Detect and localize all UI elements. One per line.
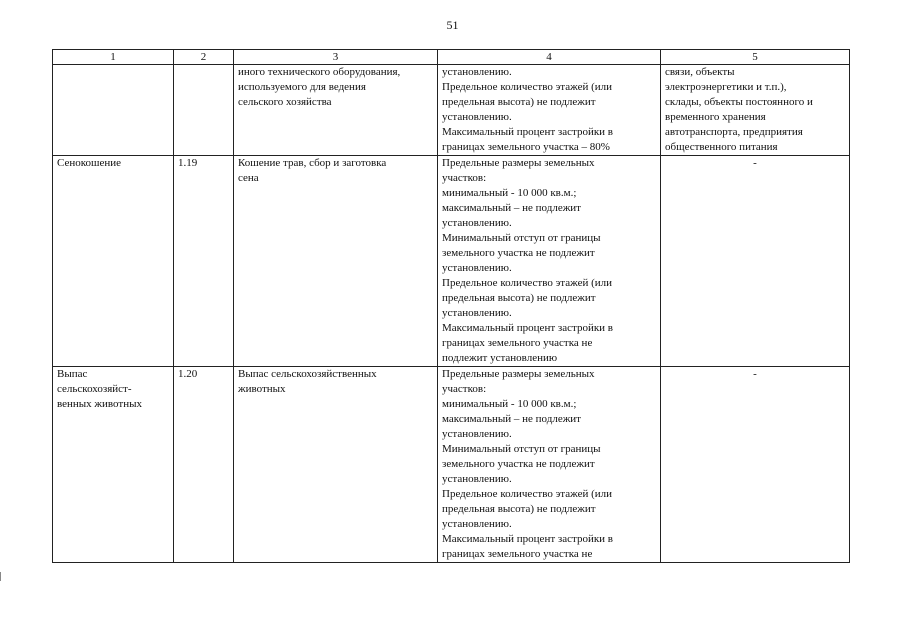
auxiliary-uses: -	[661, 156, 850, 367]
land-use-name: Сенокошение	[53, 156, 174, 367]
land-use-description: Выпас сельскохозяйственных животных	[234, 367, 438, 563]
table-row	[53, 367, 850, 563]
header-col-4: 4	[438, 50, 661, 65]
parameters: Предельные размеры земельных участков: минимальный - 10 000 кв.м.; максимальный – не подлежит установлению. Минимальный отступ от границы земельного участка не подлежит установлению. Предельное количество этажей (или предельная высота) не подлежит установлению. Максимальный процент застройки в границах земельного участка не подлежит установлению	[438, 156, 661, 367]
header-col-5: 5	[661, 50, 850, 65]
land-use-name	[53, 65, 174, 156]
header-row	[53, 50, 850, 65]
land-use-name: Выпас сельскохозяйст- венных животных	[53, 367, 174, 563]
table-row	[53, 65, 850, 156]
land-use-code: 1.20	[174, 367, 234, 563]
land-use-description: Кошение трав, сбор и заготовка сена	[234, 156, 438, 367]
margin-mark	[0, 572, 6, 581]
land-use-code: 1.19	[174, 156, 234, 367]
parameters: установлению. Предельное количество этажей (или предельная высота) не подлежит установлению. Максимальный процент застройки в границах земельного участка – 80%	[438, 65, 661, 156]
parameters: Предельные размеры земельных участков: минимальный - 10 000 кв.м.; максимальный – не подлежит установлению. Минимальный отступ от границы земельного участка не подлежит установлению. Предельное количество этажей (или предельная высота) не подлежит установлению. Максимальный процент застройки в границах земельного участка не	[438, 367, 661, 563]
auxiliary-uses: связи, объекты электроэнергетики и т.п.), склады, объекты постоянного и временного хранения автотранспорта, предприятия общественного питания	[661, 65, 850, 156]
table-row	[53, 156, 850, 367]
land-use-description: иного технического оборудования, используемого для ведения сельского хозяйства	[234, 65, 438, 156]
header-col-2: 2	[174, 50, 234, 65]
auxiliary-uses: -	[661, 367, 850, 563]
page-number: 51	[446, 18, 459, 32]
land-use-code	[174, 65, 234, 156]
header-col-1: 1	[53, 50, 174, 65]
zoning-table	[52, 49, 850, 563]
header-col-3: 3	[234, 50, 438, 65]
